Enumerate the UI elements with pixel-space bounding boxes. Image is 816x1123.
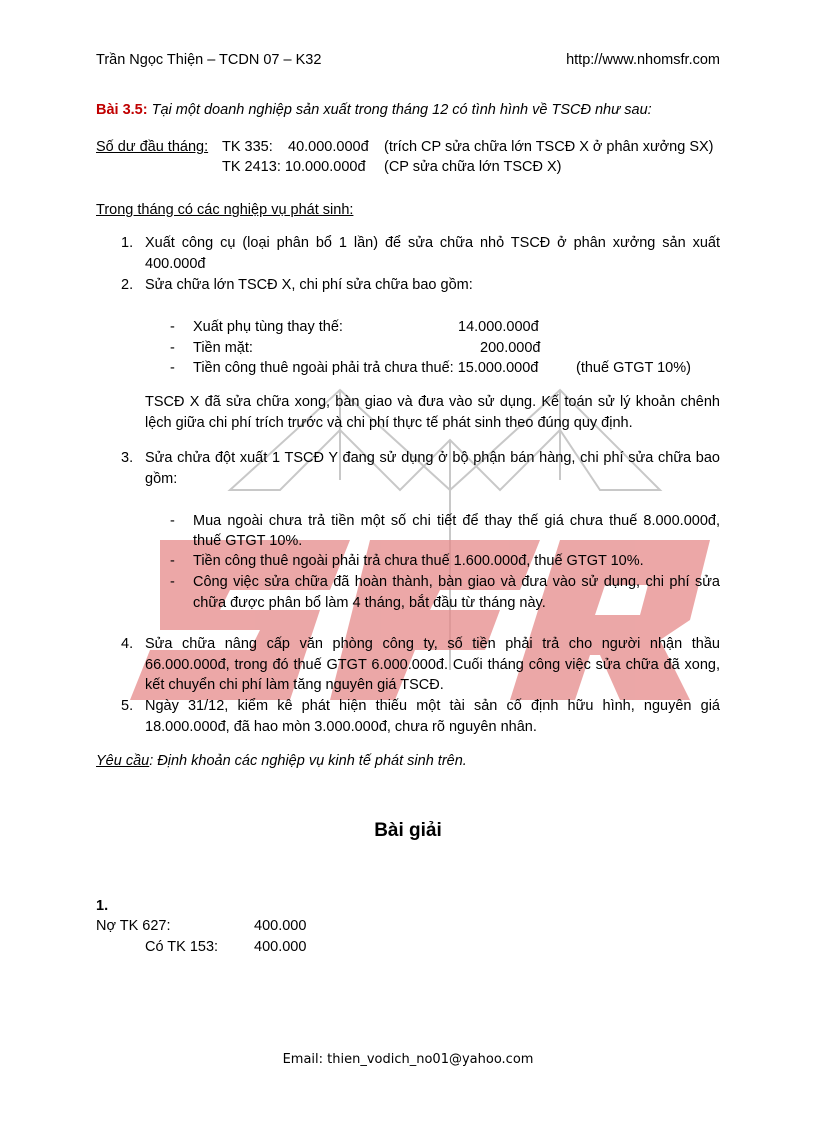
opening-balance-row1-account: TK 335: [222, 139, 273, 155]
item-2-sub3-label: Tiền công thuê ngoài phải trả chưa thuế: 15.000.000đ [193, 360, 539, 376]
item-2-number: 2. [121, 277, 134, 293]
bullet-dash: - [170, 360, 175, 376]
solution-credit-label: Có TK 153: [145, 939, 219, 955]
opening-balance-label: Số dư đầu tháng: [96, 139, 209, 155]
solution-item-number: 1. [96, 898, 109, 914]
item-3-line1: Sửa chửa đột xuất 1 TSCĐ Y đang sử dụng ở bộ phận bán hàng, chi phí sửa chữa bao [145, 450, 720, 466]
requirement [96, 751, 467, 771]
opening-balance-row2: TK 2413: 10.000.000đ [222, 159, 366, 175]
item-2-after-line1: TSCĐ X đã sửa chữa xong, bàn giao và đưa vào sử dụng. Kế toán sử lý khoản chênh [145, 394, 720, 410]
item-4-number: 4. [121, 636, 134, 652]
problem-text: Tại một doanh nghiệp sản xuất trong tháng 12 có tình hình về TSCĐ như sau: [151, 102, 652, 118]
bullet-dash: - [170, 319, 175, 335]
solution-debit-label: Nợ TK 627: [96, 918, 171, 934]
item-2-sub2-label: Tiền mặt: [193, 340, 253, 356]
item-4-line2: 66.000.000đ, trong đó thuế GTGT 6.000.000đ. Cuối tháng công việc sửa chữa đã xong, [145, 657, 720, 673]
problem-statement [96, 100, 652, 120]
item-2-sub1-amount: 14.000.000đ [458, 319, 539, 335]
item-1-line1: Xuất công cụ (loại phân bổ 1 lần) để sửa chữa nhỏ TSCĐ ở phân xưởng sản xuất [145, 235, 720, 251]
page-header [96, 52, 720, 72]
item-5-line1: Ngày 31/12, kiểm kê phát hiện thiếu một tài sản cố định hữu hình, nguyên giá [145, 698, 720, 714]
header-website-link[interactable]: http://www.nhomsfr.com [566, 52, 720, 68]
header-author: Trần Ngọc Thiện – TCDN 07 – K32 [96, 52, 322, 68]
item-2-sub2-amount: 200.000đ [480, 340, 541, 356]
bullet-dash: - [170, 513, 175, 529]
item-2-text: Sửa chữa lớn TSCĐ X, chi phí sửa chữa bao gồm: [145, 277, 473, 293]
problem-label: Bài 3.5: [96, 102, 148, 118]
item-3-number: 3. [121, 450, 134, 466]
opening-balance-row1-amount: 40.000.000đ [288, 139, 369, 155]
item-5-number: 5. [121, 698, 134, 714]
item-3-sub1-line1: Mua ngoài chưa trả tiền một số chi tiết để thay thế giá chưa thuế 8.000.000đ, [193, 513, 720, 529]
opening-balance-row2-note: (CP sửa chữa lớn TSCĐ X) [384, 159, 562, 175]
item-3-sub2: Tiền công thuê ngoài phải trả chưa thuế 1.600.000đ, thuế GTGT 10%. [193, 553, 644, 569]
transactions-heading: Trong tháng có các nghiệp vụ phát sinh: [96, 202, 354, 218]
requirement-text: : Định khoản các nghiệp vụ kinh tế phát sinh trên. [149, 753, 467, 769]
solution-title: Bài giải [374, 820, 442, 841]
item-4-line1: Sửa chữa nâng cấp văn phòng công ty, số tiền phải trả cho người nhận thầu [145, 636, 720, 652]
bullet-dash: - [170, 574, 175, 590]
item-3-sub3-line2: chữa được phân bổ làm 4 tháng, bắt đầu từ tháng này. [193, 595, 546, 611]
bullet-dash: - [170, 553, 175, 569]
item-3-sub3-line1: Công việc sửa chữa đã hoàn thành, bàn giao và đưa vào sử dụng, chi phí sửa [193, 574, 720, 590]
item-3-line2: gồm: [145, 471, 178, 487]
opening-balance-row1-note: (trích CP sửa chữa lớn TSCĐ X ở phân xưởng SX) [384, 139, 714, 155]
item-2-after-line2: lệch giữa chi phí trích trước và chi phí thực tế phát sinh theo đúng quy định. [145, 415, 633, 431]
requirement-label: Yêu cầu [96, 753, 150, 769]
item-4-line3: kết chuyển chi phí làm tăng nguyên giá TSCĐ. [145, 677, 444, 693]
item-5-line2: 18.000.000đ, đã hao mòn 3.000.000đ, chưa rõ nguyên nhân. [145, 719, 537, 735]
item-1-number: 1. [121, 235, 134, 251]
bullet-dash: - [170, 340, 175, 356]
item-1-line2: 400.000đ [145, 256, 206, 272]
item-2-sub3-note: (thuế GTGT 10%) [576, 360, 691, 376]
solution-debit-amount: 400.000 [254, 918, 307, 934]
item-2-sub1-label: Xuất phụ tùng thay thế: [193, 319, 343, 335]
solution-credit-amount: 400.000 [254, 939, 307, 955]
footer-email: Email: thien_vodich_no01@yahoo.com [282, 1052, 534, 1067]
item-3-sub1-line2: thuế GTGT 10%. [193, 533, 303, 549]
